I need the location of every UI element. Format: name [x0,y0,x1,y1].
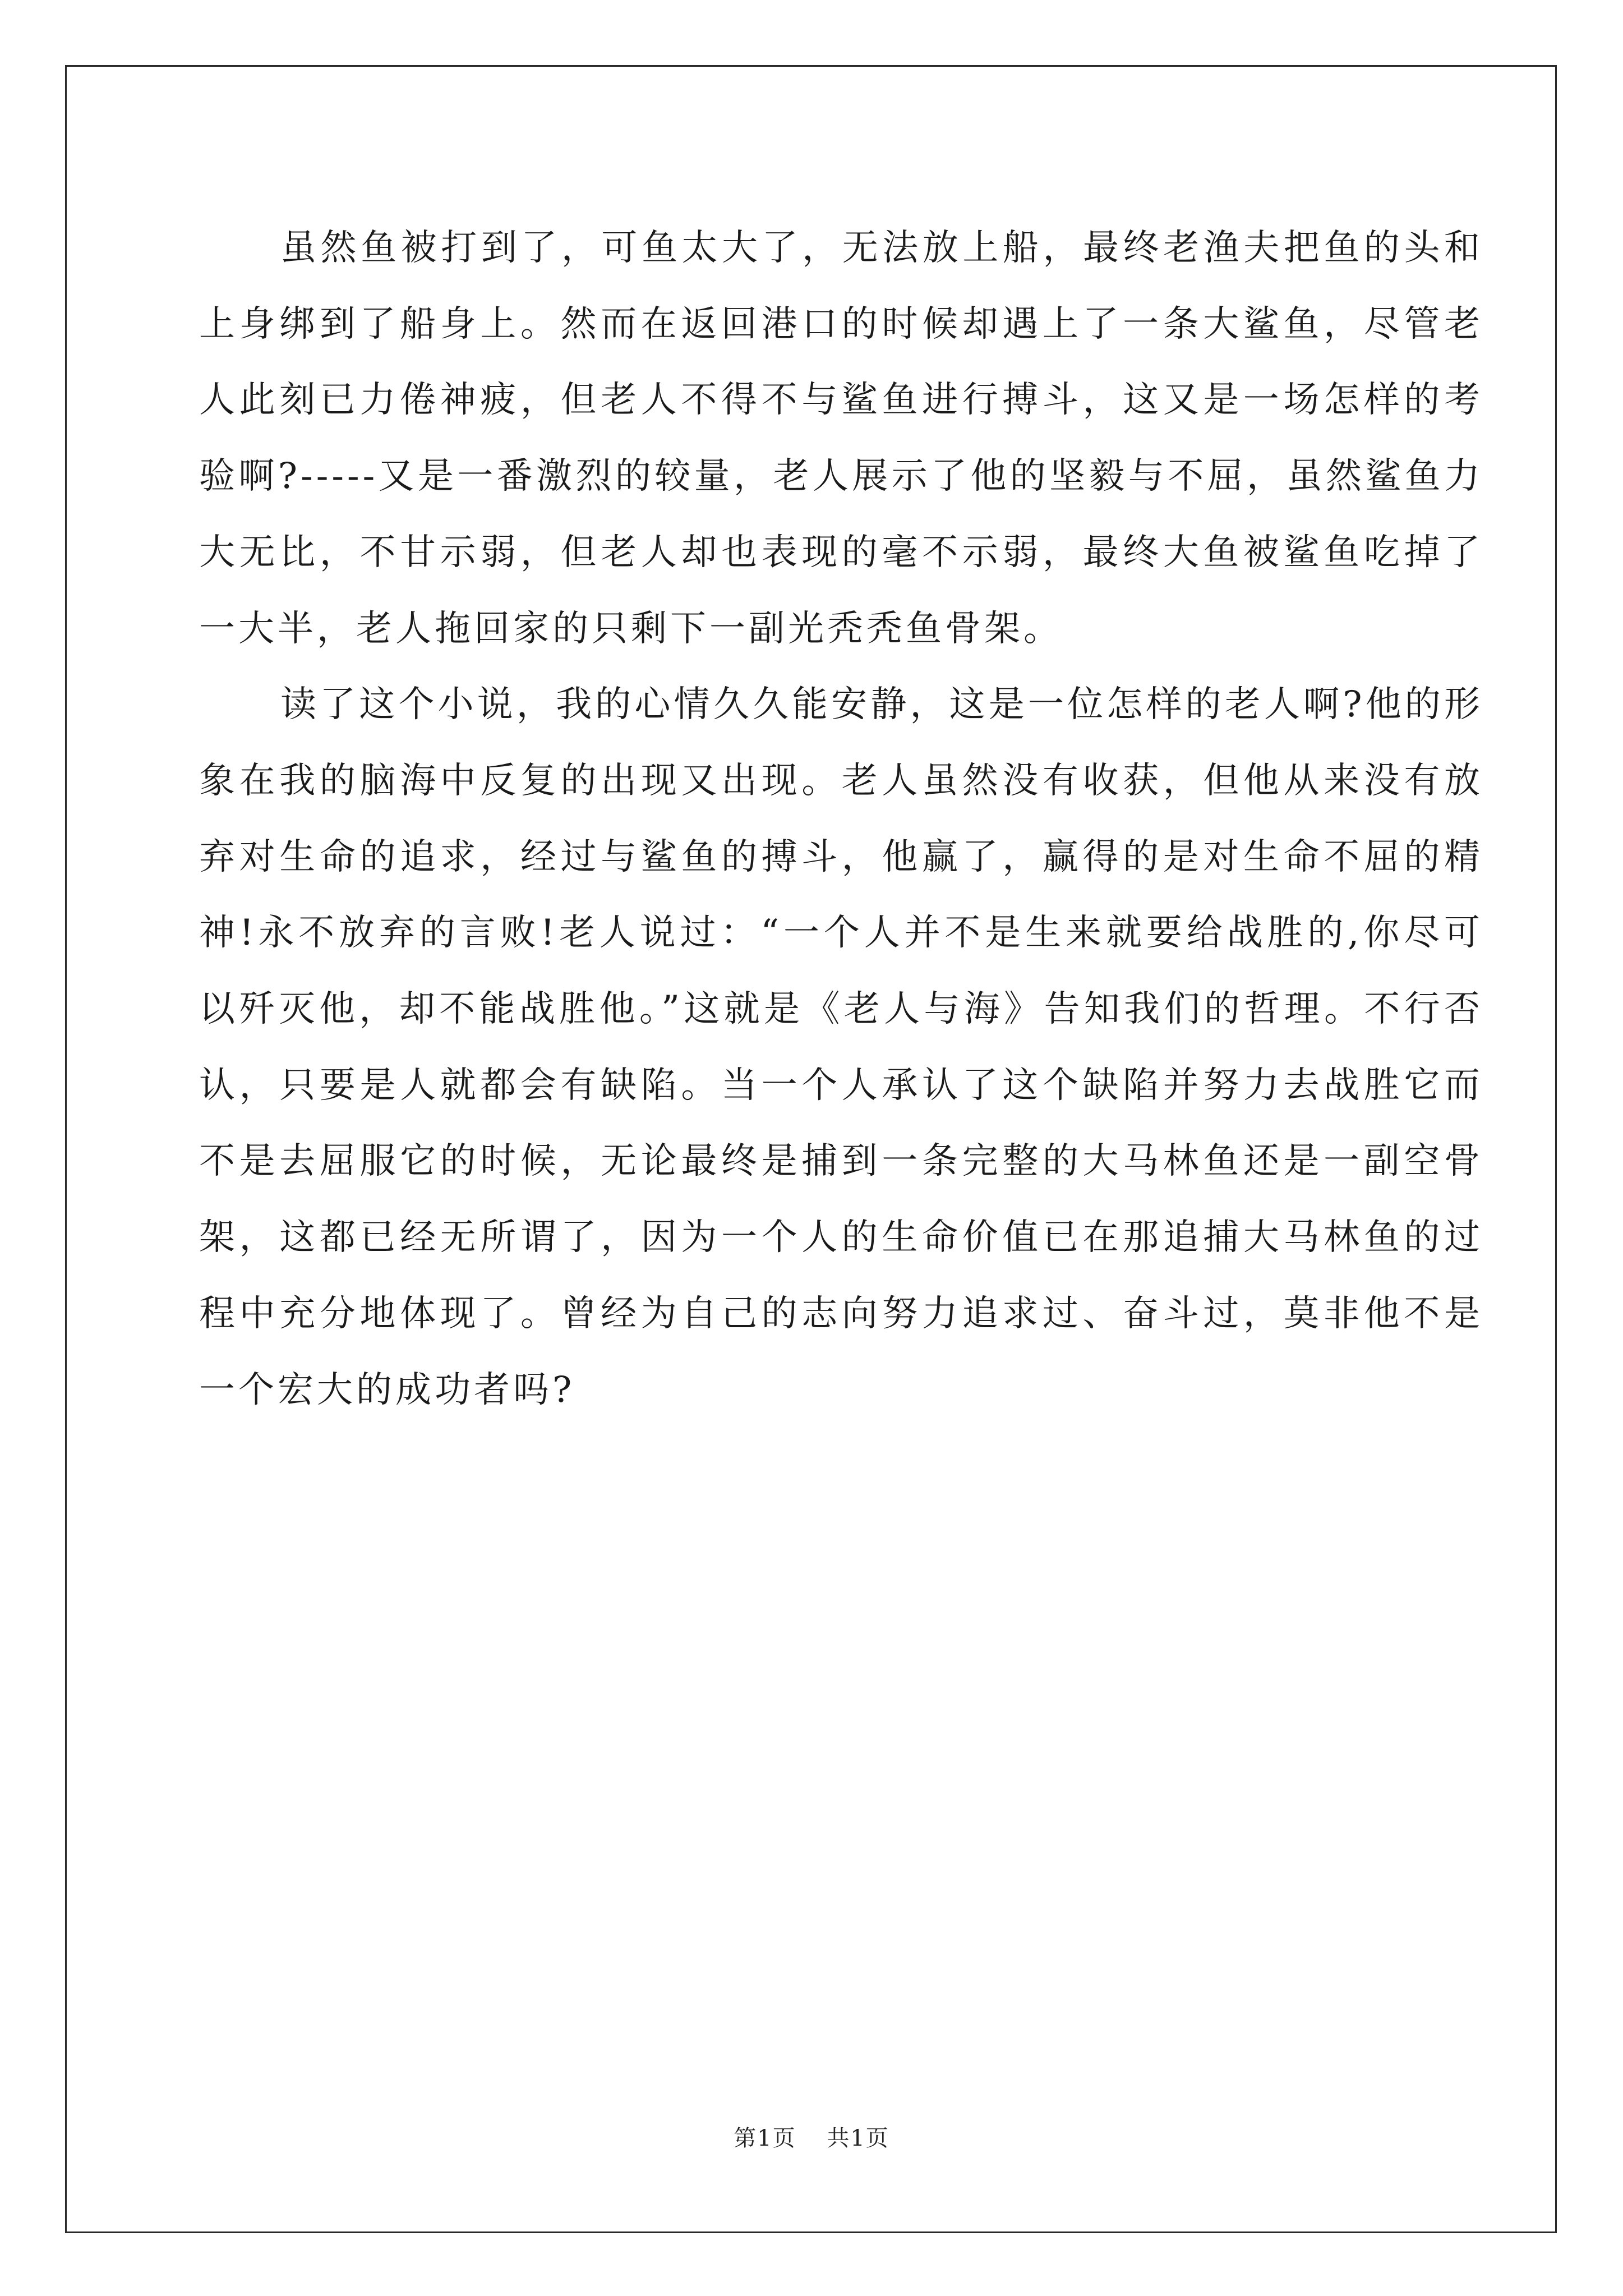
paragraph-1: 虽然鱼被打到了，可鱼太大了，无法放上船，最终老渔夫把鱼的头和上身绑到了船身上。然而在返回港口的时候却遇上了一条大鲨鱼，尽管老人此刻已力倦神疲，但老人不得不与鲨鱼进行搏斗，这又是一场怎样的考验啊?-----又是一番激烈的较量，老人展示了他的坚毅与不屈，虽然鲨鱼力大无比，不甘示弱，但老人却也表现的毫不示弱，最终大鱼被鲨鱼吃掉了一大半，老人拖回家的只剩下一副光秃秃鱼骨架。 [199,227,1483,650]
page-footer [0,2120,1623,2152]
page-total: 共1页 [827,2125,889,2151]
document-body [199,210,1483,1428]
paragraph-2: 读了这个小说，我的心情久久能安静，这是一位怎样的老人啊?他的形象在我的脑海中反复的出现又出现。老人虽然没有收获，但他从来没有放弃对生命的追求，经过与鲨鱼的搏斗，他赢了，赢得的是对生命不屈的精神!永不放弃的言败!老人说过：“一个人并不是生来就要给战胜的,你尽可以歼灭他，却不能战胜他。”这就是《老人与海》告知我们的哲理。不行否认，只要是人就都会有缺陷。当一个人承认了这个缺陷并努力去战胜它而不是去屈服它的时候，无论最终是捕到一条完整的大马林鱼还是一副空骨架，这都已经无所谓了，因为一个人的生命价值已在那追捕大马林鱼的过程中充分地体现了。曾经为自己的志向努力追求过、奋斗过，莫非他不是一个宏大的成功者吗? [199,684,1483,1411]
page-number: 第1页 [734,2125,796,2151]
